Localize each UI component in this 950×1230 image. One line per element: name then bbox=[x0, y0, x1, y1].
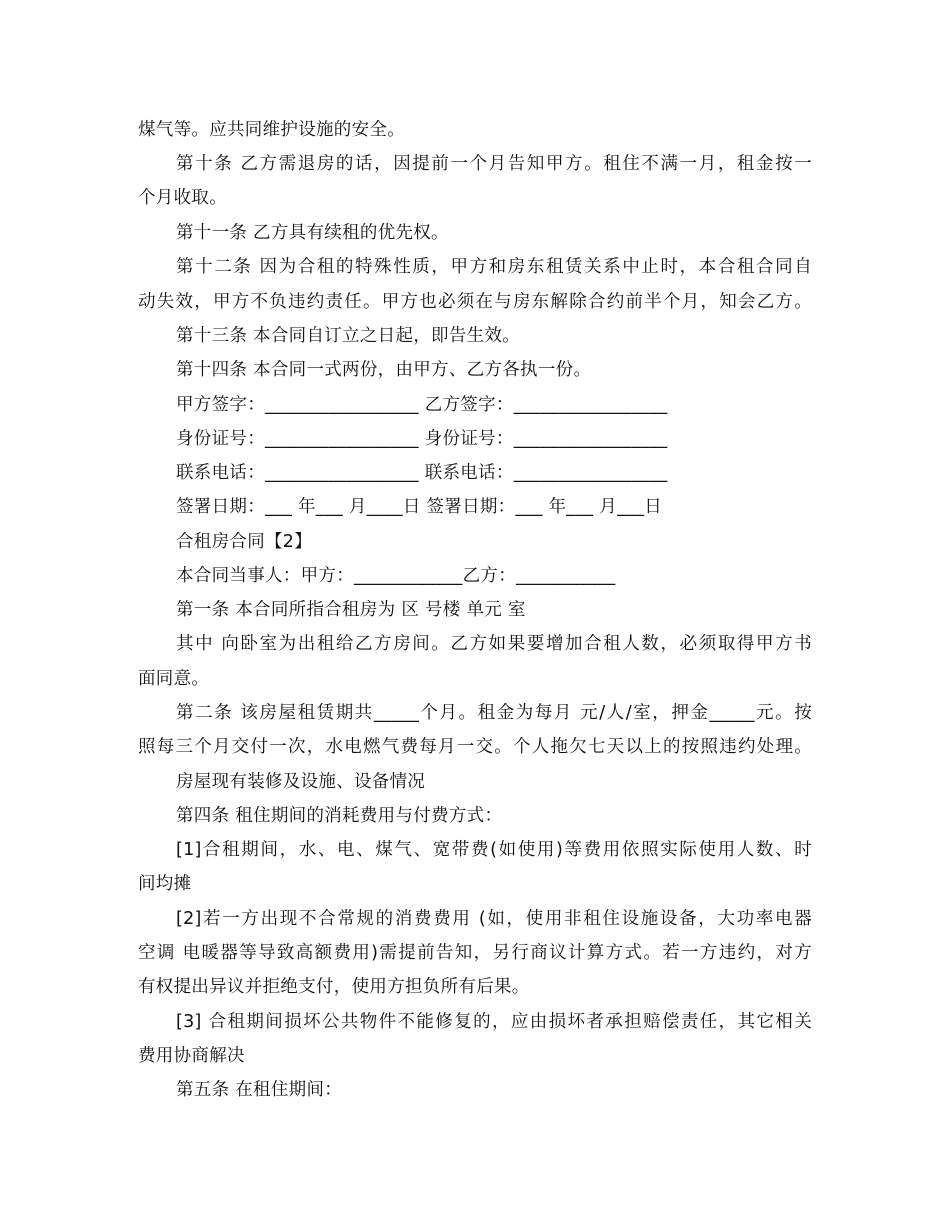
text-line: 个月收取。 bbox=[138, 188, 227, 208]
signature-line-party-a-b: 甲方签字：_________________ 乙方签字：_________________ bbox=[176, 395, 668, 415]
parties-line: 本合同当事人：甲方：____________乙方：___________ bbox=[176, 566, 616, 586]
text-line: 照每三个月交付一次，水电燃气费每月一交。个人拖欠七天以上的按照违约处理。 bbox=[138, 737, 812, 757]
phone-line: 联系电话：_________________ 联系电话：_________________ bbox=[176, 463, 668, 483]
text-line: 动失效，甲方不负违约责任。甲方也必须在与房东解除合约前半个月，知会乙方。 bbox=[138, 292, 812, 312]
text-line: 第十四条 本合同一式两份，由甲方、乙方各执一份。 bbox=[176, 360, 592, 380]
text-line: [1]合租期间，水、电、煤气、宽带费(如使用)等费用依照实际使用人数、时 bbox=[176, 840, 812, 860]
id-number-line: 身份证号：_________________ 身份证号：_________________ bbox=[176, 429, 668, 449]
text-line: 第十一条 乙方具有续租的优先权。 bbox=[176, 223, 449, 243]
text-line: 费用协商解决 bbox=[138, 1046, 245, 1066]
signing-date-line: 签署日期：___ 年___ 月____日 签署日期：___ 年___ 月___日 bbox=[176, 497, 663, 517]
text-line: 第十二条 因为合租的特殊性质，甲方和房东租赁关系中止时，本合租合同自 bbox=[176, 257, 812, 277]
text-line: 房屋现有装修及设施、设备情况 bbox=[176, 772, 426, 792]
text-line: [3] 合租期间损坏公共物件不能修复的，应由损坏者承担赔偿责任，其它相关 bbox=[176, 1012, 812, 1032]
text-line: 有权提出异议并拒绝支付，使用方担负所有后果。 bbox=[138, 977, 530, 997]
text-line: 空调 电暖器等导致高额费用)需提前告知，另行商议计算方式。若一方违约，对方 bbox=[138, 943, 812, 963]
text-line: 第十条 乙方需退房的话，因提前一个月告知甲方。租住不满一月，租金按一 bbox=[176, 154, 812, 174]
text-line: 第五条 在租住期间： bbox=[176, 1080, 343, 1100]
text-line: 第十三条 本合同自订立之日起，即告生效。 bbox=[176, 326, 521, 346]
text-line: [2]若一方出现不合常规的消费费用 (如，使用非租住设施设备，大功率电器 bbox=[176, 909, 812, 929]
text-line: 煤气等。应共同维护设施的安全。 bbox=[138, 120, 405, 140]
text-line: 第一条 本合同所指合租房为 区 号楼 单元 室 bbox=[176, 600, 526, 620]
text-line: 面同意。 bbox=[138, 669, 210, 689]
section-heading: 合租房合同【2】 bbox=[176, 532, 313, 552]
text-line: 其中 向卧室为出租给乙方房间。乙方如果要增加合租人数，必须取得甲方书 bbox=[176, 634, 812, 654]
text-line: 第二条 该房屋租赁期共_____个月。租金为每月 元/人/室，押金_____元。按 bbox=[176, 703, 812, 723]
text-line: 第四条 租住期间的消耗费用与付费方式： bbox=[176, 806, 503, 826]
text-line: 间均摊 bbox=[138, 874, 192, 894]
